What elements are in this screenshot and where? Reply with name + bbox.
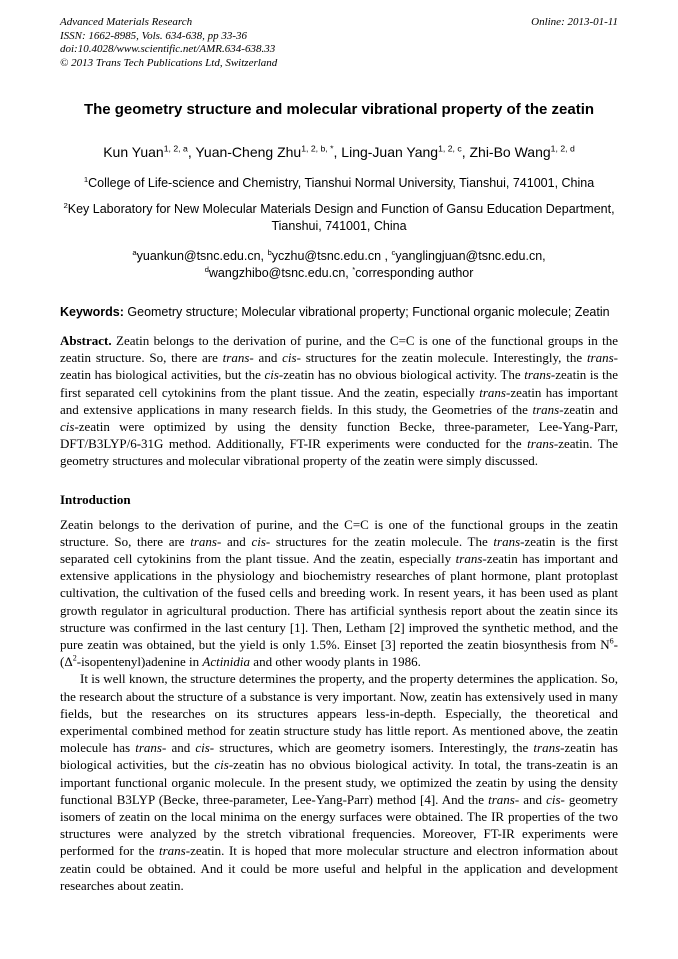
keywords-label: Keywords: <box>60 305 124 319</box>
authors-line: Kun Yuan$^{1, 2, a}$, Yuan-Cheng Zhu$^{1, 2, b, *}$, Ling-Juan Yang$^{1, 2, c}$, Zhi-Bo Wang$^{1, 2, d}$ <box>103 143 575 160</box>
online-date: Online: 2013-01-11 <box>531 16 618 28</box>
intro-paragraph-2: It is well known, the structure determines the property, and the property determines the application. So, the research about the structure of a substance is very important. Now, zeatin has extensively used in many fields, but the researches on its structures appears less-in-depth. Especially, the theoretical and experimental combined method for zeatin structure study has little report. As mentioned above, the zeatin molecule has trans- and cis- structures, which are geometry isomers. Interestingly, the trans-zeatin has biological activities, but the cis-zeatin has no obvious biological activity. In total, the trans-zeatin is an important functional organic molecule. In the present study, we optimized the zeatin by using the density functional B3LYP (Becke, three-parameter, Lee-Yang-Parr) method [4]. And the trans- and cis- geometry isomers of zeatin on the local minima on the energy surfaces were obtained. The IR properties of the two structures were analyzed by the stretch vibrational frequencies. Moreover, FT-IR experiments were performed for the trans-zeatin. It is hoped that more molecular structure and electron information about zeatin could be obtained. And it could be more useful and helpful in the application and development researches about zeatin. <box>60 671 618 893</box>
doi-line: doi:10.4028/www.scientific.net/AMR.634-638.33 <box>60 43 276 55</box>
paper-title: The geometry structure and molecular vibrational property of the zeatin <box>83 101 595 118</box>
intro-paragraph-1: Zeatin belongs to the derivation of purine, and the C=C is one of the functional groups in the zeatin structure. So, there are trans- and cis- structures for the zeatin molecule. The trans-zeatin is the first separated cell cytokinins from the plant tissue. And the zeatin, especially trans-zeatin has important and extensive applications in the physiology and biochemistry researches of plant hormone, plant protoplast cultivation, the cultivation of the fused cells and breeding work. In resent years, it has been used as plant growth regulator in agricultural production. There has artificial synthesis report about the zeatin since its structure was confirmed in the last century [1]. Then, Letham [2] improved the synthetic method, and the pure zeatin was obtained, but the yield is only 1.5%. Einset [3] reported the zeatin biosynthesis from $N^6-(\Delta^2-isopentenyl)adenine$ in Actinidia and other woody plants in 1986. <box>60 516 619 670</box>
abstract-paragraph: Abstract. Zeatin belongs to the derivation of purine, and the C=C is one of the functional groups in the zeatin structure. So, there are trans- and cis- structures for the zeatin molecule. Interestingly, the trans-zeatin has biological activities, but the cis-zeatin has no obvious biological activity. The trans-zeatin is the first separated cell cytokinins from the plant tissue. And the zeatin, especially trans-zeatin has important and extensive applications in many research fields. In this study, the Geometries of the trans-zeatin and cis-zeatin were optimized by using the density function Becke, three-parameter, Lee-Yang-Parr, DFT/B3LYP/6-31G method. Additionally, FT-IR experiments were conducted for the trans-zeatin. The geometry structures and molecular vibrational property of the zeatin were simply discussed. <box>60 333 619 469</box>
journal-header <box>60 16 618 70</box>
journal-header-top <box>60 16 618 30</box>
affiliation-2: $^2$Key Laboratory for New Molecular Materials Design and Function of Gansu Education Department, Tianshui, 741001, China <box>63 200 615 233</box>
emails-line-2: $^d$wangzhibo@tsnc.edu.cn, *corresponding author <box>204 264 474 280</box>
introduction-heading: Introduction <box>60 491 131 507</box>
affiliation-1: $^1$College of Life-science and Chemistry, Tianshui Normal University, Tianshui, 741001, China <box>83 174 595 190</box>
journal-name: Advanced Materials Research <box>60 16 193 28</box>
keywords-line <box>60 304 618 320</box>
keywords-text: Geometry structure; Molecular vibrational property; Functional organic molecule; Zeatin <box>127 305 610 319</box>
copyright-line: © 2013 Trans Tech Publications Ltd, Switzerland <box>60 56 278 69</box>
issn-line: ISSN: 1662-8985, Vols. 634-638, pp 33-36 <box>60 29 247 42</box>
emails-line-1: $^a$yuankun@tsnc.edu.cn, $^b$yczhu@tsnc.edu.cn , $^c$yanglingjuan@tsnc.edu.cn, <box>132 247 546 263</box>
